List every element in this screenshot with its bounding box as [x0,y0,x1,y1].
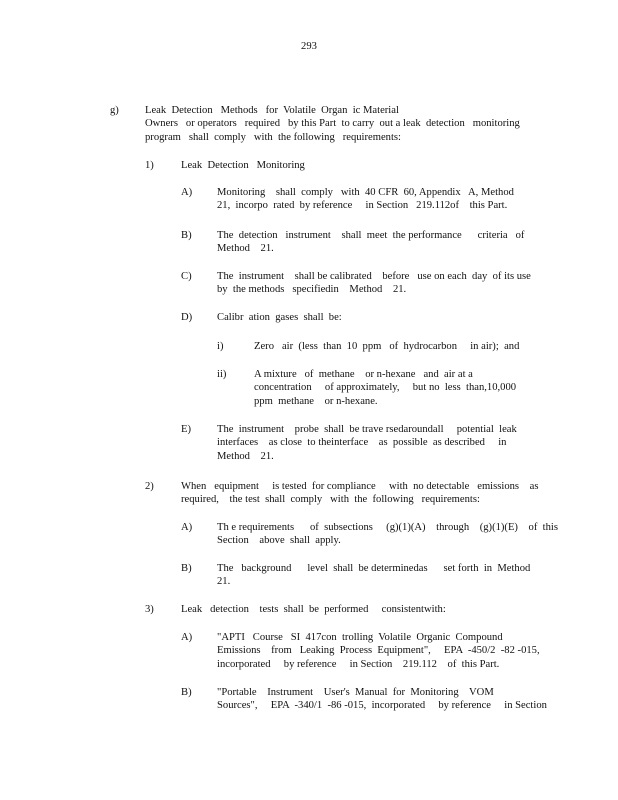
item-1-title: Leak Detection Monitoring [181,160,305,171]
item-1c-label: C) [181,271,192,282]
item-1b-label: B) [181,230,192,241]
text-line: Method 21. [217,243,274,255]
text-line: A mixture of methane or n-hexane and air at a [254,369,473,380]
item-1b-text [217,229,524,256]
text-line: When equipment is tested for compliance with no detectable emissions as [181,481,539,492]
item-3b-text [217,686,547,713]
item-1e-text [217,423,517,463]
item-1d-i-text [254,340,519,353]
text-line: Section above shall apply. [217,535,341,547]
item-3a-label: A) [181,632,193,643]
text-line: by the methods specifiedin Method 21. [217,284,407,296]
item-1a-text [217,186,514,213]
text-line: interfaces as close to theinterface as possible as described in [217,437,507,449]
item-1d-ii-text [254,368,516,408]
item-1d-i-label: i) [217,341,224,352]
item-1d-label: D) [181,312,193,323]
text-line: program shall comply with the following requirements: [145,131,401,143]
text-line: The instrument shall be calibrated before use on each day of its use [217,271,531,282]
section-g-text [145,104,520,144]
item-1a-label: A) [181,187,193,198]
item-1c-text [217,270,531,297]
item-3a-text [217,631,540,671]
item-1-label: 1) [145,160,154,171]
text-line: Zero air (less than 10 ppm of hydrocarbon in air); and [254,341,520,352]
item-2a-label: A) [181,522,193,533]
page-number: 293 [301,41,317,52]
item-3-label: 3) [145,604,154,615]
item-3b-label: B) [181,687,192,698]
text-line: Owners or operators required by this Part to carry out a leak detection monitoring [145,118,520,130]
item-2-text [181,480,538,507]
item-1e-label: E) [181,424,191,435]
item-2b-label: B) [181,563,192,574]
text-line: concentration of approximately, but no less than,10,000 [254,382,517,394]
text-line: The instrument probe shall be trave rsedaroundall potential leak [217,424,517,435]
text-line: required, the test shall comply with the following requirements: [181,494,480,506]
item-2a-text [217,521,558,548]
text-line: Monitoring shall comply with 40 CFR 60, Appendix A, Method [217,187,514,198]
text-line: Sources", EPA -340/1 -86 -015, incorporated by reference in Section [217,700,547,712]
text-line: The detection instrument shall meet the performance criteria of [217,230,525,241]
item-3-title: Leak detection tests shall be performed consistentwith: [181,604,446,615]
text-line: 21. [217,576,231,588]
text-line: The background level shall be determinedas set forth in Method [217,563,531,574]
text-line: Method 21. [217,450,274,462]
text-line: Leak Detection Methods for Volatile Organ ic Material [145,105,399,116]
item-1d-title: Calibr ation gases shall be: [217,312,342,323]
item-1d-ii-label: ii) [217,369,227,380]
text-line: Th e requirements of subsections (g)(1)(A) through (g)(1)(E) of this [217,522,558,533]
section-g-label: g) [110,105,119,116]
text-line: incorporated by reference in Section 219.112 of this Part. [217,658,500,670]
text-line: ppm methane or n-hexane. [254,395,378,407]
item-2b-text [217,562,530,589]
text-line: 21, incorpo rated by reference in Section 219.112of this Part. [217,200,508,212]
text-line: "Portable Instrument User's Manual for Monitoring VOM [217,687,494,698]
item-2-label: 2) [145,481,154,492]
text-line: "APTI Course SI 417con trolling Volatile Organic Compound [217,632,503,643]
text-line: Emissions from Leaking Process Equipment", EPA -450/2 -82 -015, [217,645,540,657]
